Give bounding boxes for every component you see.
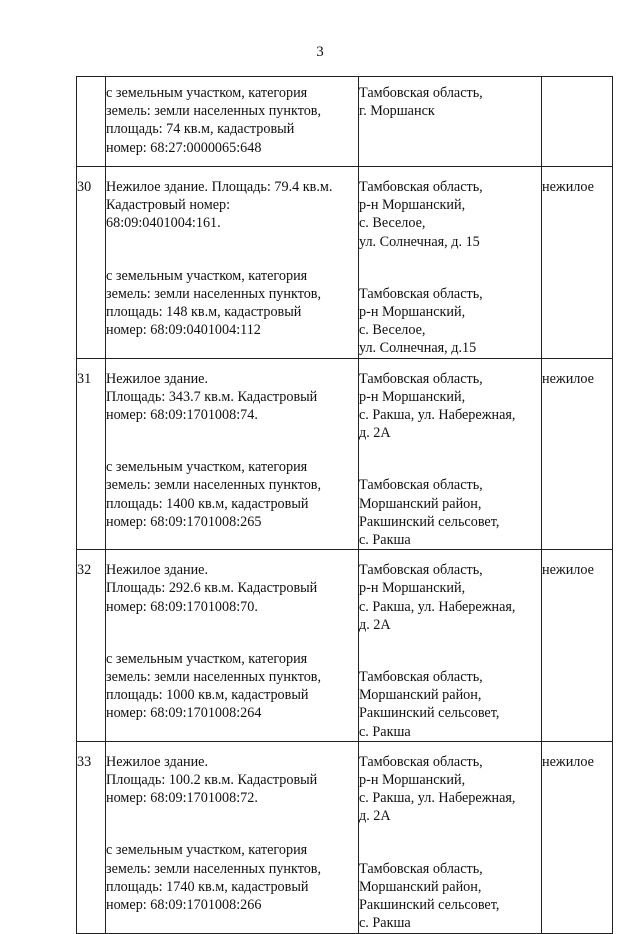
object-address (359, 167, 542, 359)
land-plot-address: Тамбовская область, г. Моршанск (359, 85, 483, 120)
building-address: Тамбовская область, р-н Моршанский, с. Веселое, ул. Солнечная, д. 15 (359, 179, 483, 250)
building-description: Нежилое здание. Площадь: 343.7 кв.м. Кадастровый номер: 68:09:1701008:74. (106, 370, 318, 424)
land-plot-description: с земельным участком, категория земель: земли населенных пунктов, площадь: 148 кв.м, кадастровый номер: 68:09:0401004:112 (106, 267, 322, 339)
table-row (77, 358, 613, 550)
row-number: 33 (77, 741, 106, 933)
row-number (77, 77, 106, 167)
object-description (106, 167, 359, 359)
building-description: Нежилое здание. Площадь: 292.6 кв.м. Кадастровый номер: 68:09:1701008:70. (106, 562, 318, 615)
table-row (77, 550, 613, 742)
row-number: 30 (77, 167, 106, 359)
object-type: нежилое (542, 167, 613, 359)
row-number: 31 (77, 358, 106, 550)
building-address: Тамбовская область, р-н Моршанский, с. Ракша, ул. Набережная, д. 2А (359, 562, 516, 633)
building-description: Нежилое здание. Площадь: 100.2 кв.м. Кадастровый номер: 68:09:1701008:72. (106, 753, 318, 807)
table-row (77, 167, 613, 359)
table-row (77, 77, 613, 167)
table-row (77, 741, 613, 933)
object-description (106, 550, 359, 742)
land-plot-address: Тамбовская область, р-н Моршанский, с. Веселое, ул. Солнечная, д.15 (359, 285, 483, 357)
object-address (359, 77, 542, 167)
land-plot-description: с земельным участком, категория земель: земли населенных пунктов, площадь: 1000 кв.м, кадастровый номер: 68:09:1701008:264 (106, 650, 322, 722)
object-address (359, 358, 542, 550)
page-number: 3 (316, 44, 324, 60)
land-plot-description: с земельным участком, категория земель: земли населенных пунктов, площадь: 74 кв.м, кадастровый номер: 68:27:0000065:648 (106, 85, 322, 156)
object-type: нежилое (542, 741, 613, 933)
object-description (106, 741, 359, 933)
land-plot-address: Тамбовская область, Моршанский район, Ракшинский сельсовет, с. Ракша (359, 477, 500, 549)
land-plot-description: с земельным участком, категория земель: земли населенных пунктов, площадь: 1740 кв.м, кадастровый номер: 68:09:1701008:266 (106, 842, 322, 914)
building-description: Нежилое здание. Площадь: 79.4 кв.м. Кадастровый номер: 68:09:0401004:161. (106, 179, 333, 232)
building-address: Тамбовская область, р-н Моршанский, с. Ракша, ул. Набережная, д. 2А (359, 370, 516, 442)
object-type (542, 77, 613, 167)
property-table (76, 76, 613, 934)
row-number: 32 (77, 550, 106, 742)
object-type: нежилое (542, 550, 613, 742)
object-description (106, 77, 359, 167)
land-plot-description: с земельным участком, категория земель: земли населенных пунктов, площадь: 1400 кв.м, кадастровый номер: 68:09:1701008:265 (106, 459, 322, 530)
object-type: нежилое (542, 358, 613, 550)
object-address (359, 550, 542, 742)
building-address: Тамбовская область, р-н Моршанский, с. Ракша, ул. Набережная, д. 2А (359, 753, 516, 825)
object-address (359, 741, 542, 933)
object-description (106, 358, 359, 550)
land-plot-address: Тамбовская область, Моршанский район, Ракшинский сельсовет, с. Ракша (359, 860, 500, 932)
land-plot-address: Тамбовская область, Моршанский район, Ракшинский сельсовет, с. Ракша (359, 669, 500, 740)
